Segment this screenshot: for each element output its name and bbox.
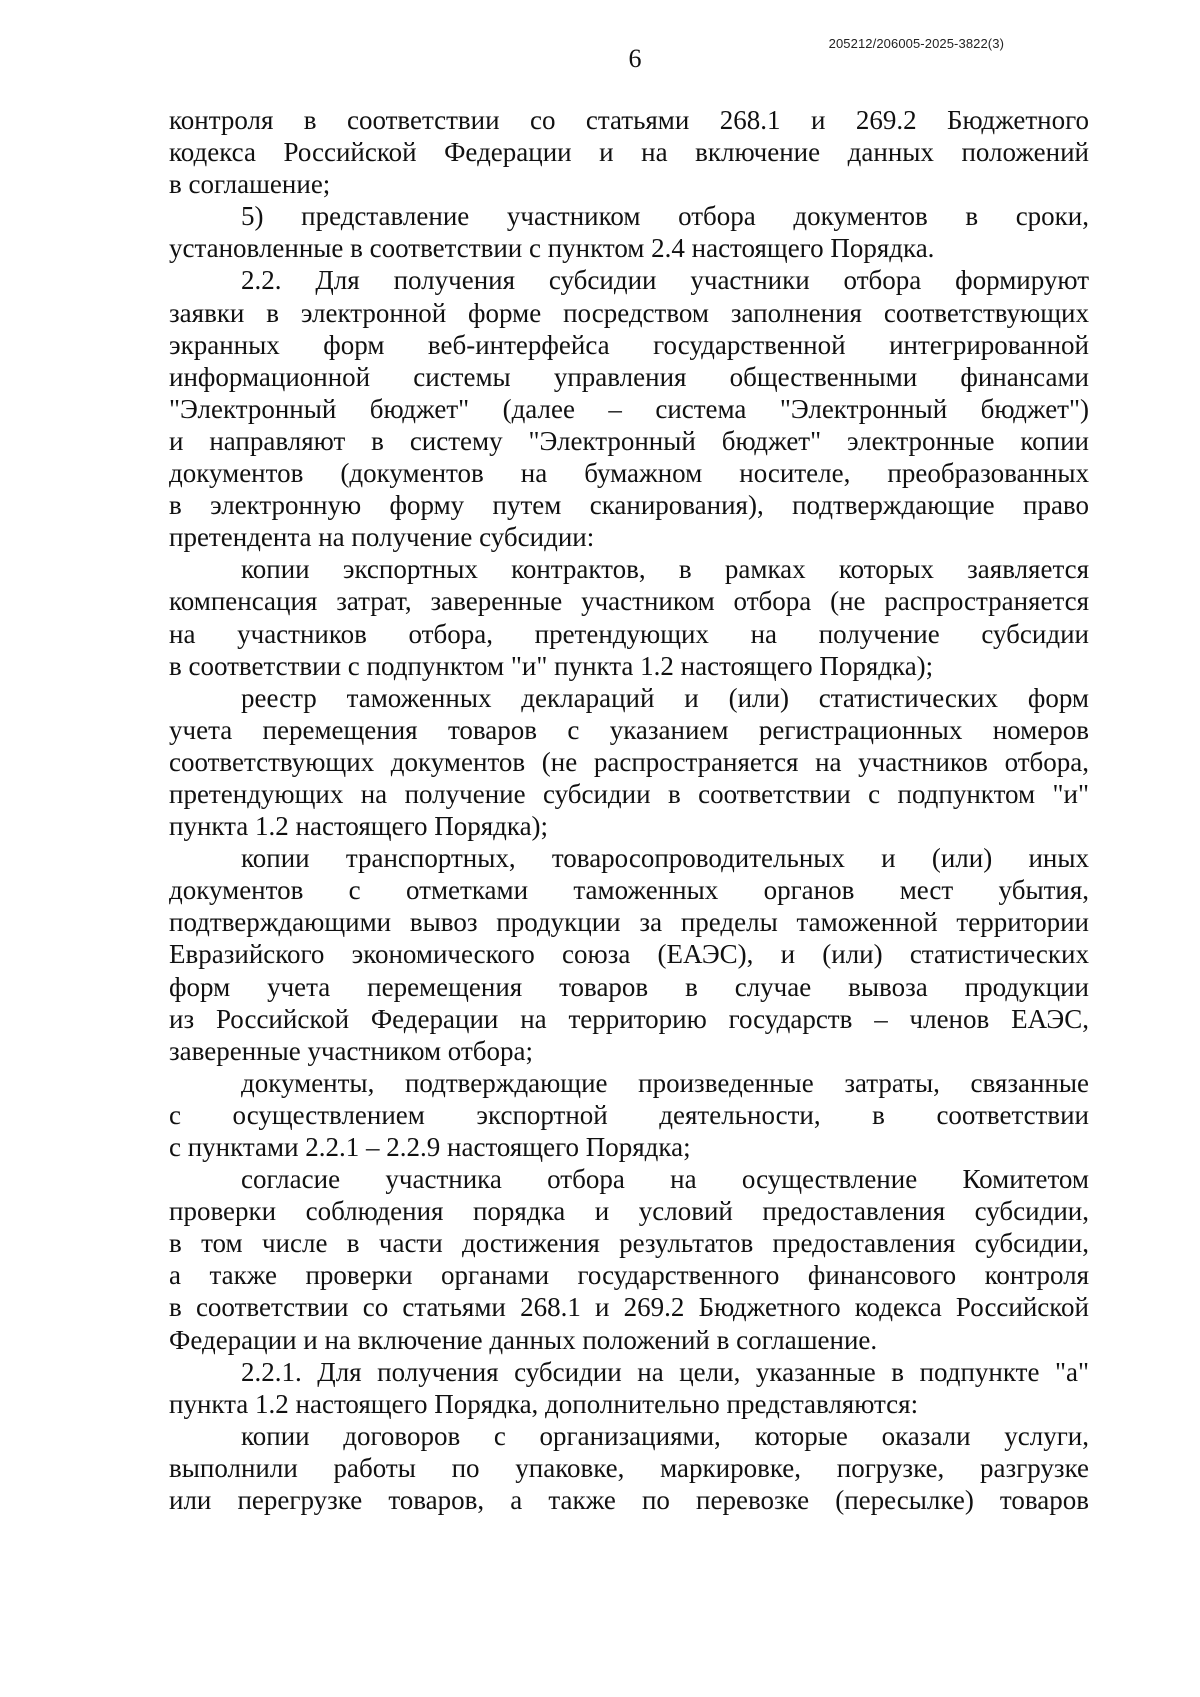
text-line: документы, подтверждающие произведенные затраты, связанные <box>241 1067 1089 1098</box>
text-line: в электронную форму путем сканирования), подтверждающие право <box>169 490 1089 521</box>
text-line: копии экспортных контрактов, в рамках которых заявляется <box>241 554 1089 585</box>
text-line: выполнили работы по упаковке, маркировке, погрузке, разгрузке <box>169 1452 1089 1483</box>
text-line: реестр таможенных деклараций и (или) статистических форм <box>241 682 1089 713</box>
text-line: "Электронный бюджет" (далее – система "Электронный бюджет") <box>169 393 1089 424</box>
text-line: согласие участника отбора на осуществление Комитетом <box>241 1164 1089 1195</box>
document-body <box>169 104 1089 1516</box>
text-line: в том числе в части достижения результатов предоставления субсидии, <box>169 1228 1089 1259</box>
text-line: 2.2.1. Для получения субсидии на цели, указанные в подпункте "а" <box>241 1356 1089 1387</box>
text-line: 2.2. Для получения субсидии участники отбора формируют <box>241 265 1089 296</box>
text-line: документов с отметками таможенных органов мест убытия, <box>169 875 1089 906</box>
text-line: проверки соблюдения порядка и условий предоставления субсидии, <box>169 1196 1089 1227</box>
text-line: копии транспортных, товаросопроводительных и (или) иных <box>241 843 1089 874</box>
text-line: претендента на получение субсидии: <box>169 522 595 553</box>
text-line: форм учета перемещения товаров в случае вывоза продукции <box>169 971 1089 1002</box>
text-line: в соглашение; <box>169 169 331 200</box>
text-line: документов (документов на бумажном носителе, преобразованных <box>169 458 1089 489</box>
text-line: или перегрузке товаров, а также по перевозке (пересылке) товаров <box>169 1485 1089 1516</box>
text-line: копии договоров с организациями, которые оказали услуги, <box>241 1420 1089 1451</box>
text-line: установленные в соответствии с пунктом 2.4 настоящего Порядка. <box>169 233 935 264</box>
text-line: экранных форм веб-интерфейса государственной интегрированной <box>169 329 1089 360</box>
page-number: 6 <box>628 44 642 73</box>
text-line: и направляют в систему "Электронный бюджет" электронные копии <box>169 425 1089 456</box>
text-line: Евразийского экономического союза (ЕАЭС), и (или) статистических <box>169 939 1089 970</box>
text-line: с осуществлением экспортной деятельности, в соответствии <box>169 1099 1089 1130</box>
text-line: с пунктами 2.2.1 – 2.2.9 настоящего Порядка; <box>169 1132 691 1162</box>
text-line: пункта 1.2 настоящего Порядка); <box>169 811 549 842</box>
text-line: претендующих на получение субсидии в соответствии с подпунктом "и" <box>169 778 1089 809</box>
text-line: в соответствии со статьями 268.1 и 269.2 Бюджетного кодекса Российской <box>169 1292 1089 1323</box>
text-line: пункта 1.2 настоящего Порядка, дополнительно представляются: <box>169 1388 919 1419</box>
text-line: Федерации и на включение данных положений в соглашение. <box>169 1324 878 1355</box>
text-line: из Российской Федерации на территорию государств – членов ЕАЭС, <box>169 1003 1089 1034</box>
text-line: кодекса Российской Федерации и на включение данных положений <box>169 137 1089 168</box>
text-line: информационной системы управления общественными финансами <box>169 361 1089 392</box>
text-line: заявки в электронной форме посредством заполнения соответствующих <box>169 297 1089 328</box>
document-registration-number: 205212/206005-2025-3822(3) <box>828 36 1004 51</box>
text-line: соответствующих документов (не распространяется на участников отбора, <box>169 746 1089 777</box>
text-line: контроля в соответствии со статьями 268.1 и 269.2 Бюджетного <box>169 105 1089 135</box>
text-line: в соответствии с подпунктом "и" пункта 1.2 настоящего Порядка); <box>169 650 934 681</box>
text-line: на участников отбора, претендующих на получение субсидии <box>169 618 1089 649</box>
text-line: подтверждающими вывоз продукции за пределы таможенной территории <box>169 907 1089 938</box>
text-line: а также проверки органами государственного финансового контроля <box>169 1260 1089 1291</box>
text-line: учета перемещения товаров с указанием регистрационных номеров <box>169 714 1089 745</box>
text-line: заверенные участником отбора; <box>169 1035 533 1066</box>
text-line: 5) представление участником отбора документов в сроки, <box>241 201 1089 232</box>
text-line: компенсация затрат, заверенные участником отбора (не распространяется <box>169 586 1089 617</box>
